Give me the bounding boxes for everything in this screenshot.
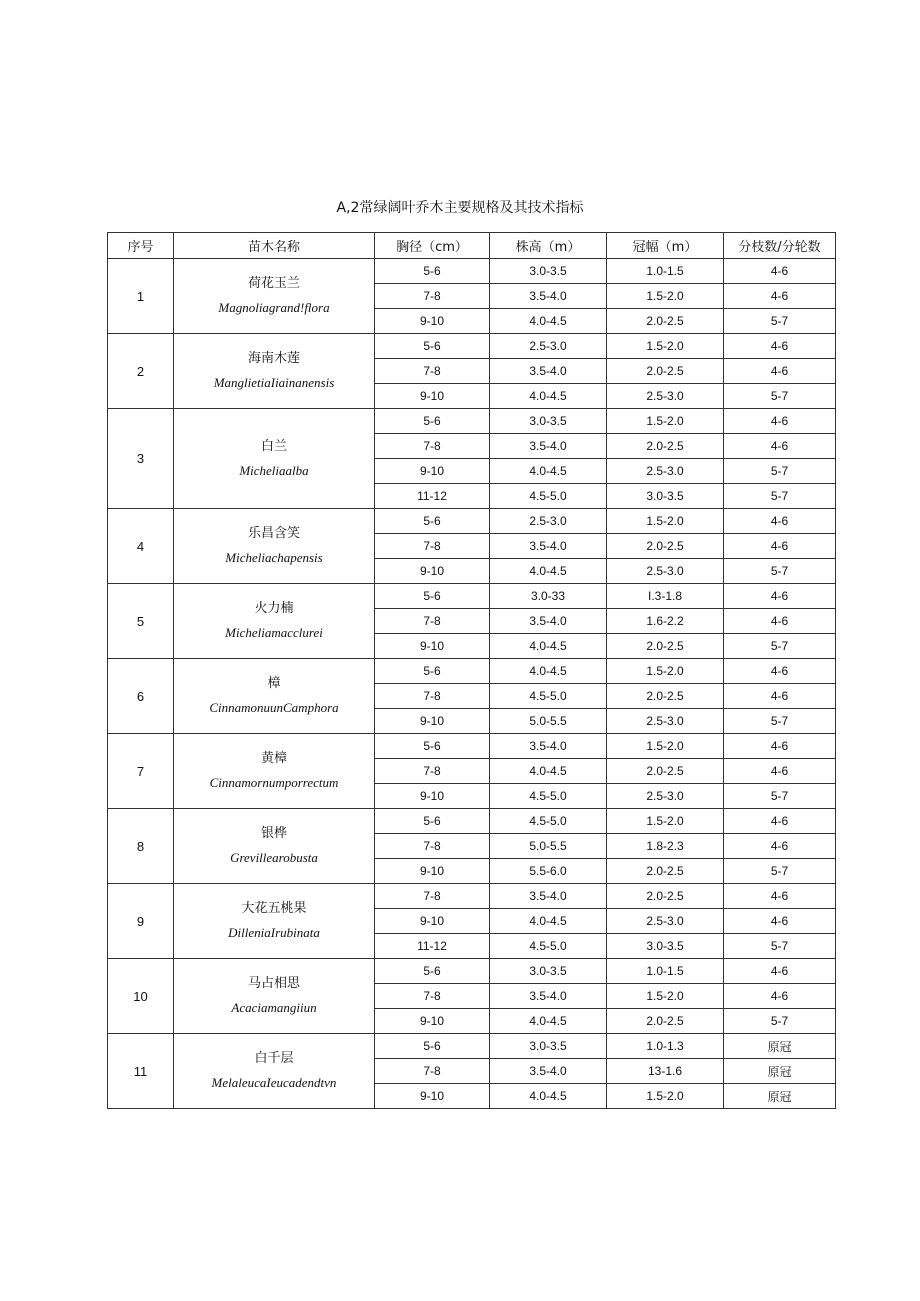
- spec-height: 3.5-4.0: [490, 884, 607, 909]
- spec-dbh: 5-6: [375, 959, 490, 984]
- plant-name-chinese: 银桦: [260, 826, 287, 842]
- plant-name-chinese: 乐昌含笑: [247, 526, 300, 542]
- spec-height: 4.0-4.5: [490, 759, 607, 784]
- spec-dbh: 7-8: [375, 434, 490, 459]
- spec-dbh: 5-6: [375, 809, 490, 834]
- spec-crown: 2.0-2.5: [607, 859, 724, 884]
- spec-branches: 4-6: [724, 284, 836, 309]
- spec-branches: 5-7: [724, 934, 836, 959]
- spec-dbh: 9-10: [375, 784, 490, 809]
- plant-name-cell: [174, 659, 375, 734]
- row-number: 9: [108, 884, 174, 959]
- spec-branches: 5-7: [724, 484, 836, 509]
- spec-crown: 1.5-2.0: [607, 509, 724, 534]
- spec-dbh: 5-6: [375, 409, 490, 434]
- spec-crown: 1.5-2.0: [607, 284, 724, 309]
- spec-height: 3.5-4.0: [490, 1059, 607, 1084]
- header-row: [108, 233, 836, 259]
- spec-branches: 4-6: [724, 809, 836, 834]
- spec-height: 2.5-3.0: [490, 509, 607, 534]
- spec-height: 4.0-4.5: [490, 384, 607, 409]
- spec-crown: 1.8-2.3: [607, 834, 724, 859]
- table-row: [108, 959, 836, 984]
- spec-branches: 4-6: [724, 359, 836, 384]
- spec-branches: 4-6: [724, 409, 836, 434]
- spec-branches: 4-6: [724, 509, 836, 534]
- spec-branches: 5-7: [724, 784, 836, 809]
- table-row: [108, 1034, 836, 1059]
- spec-crown: 2.0-2.5: [607, 359, 724, 384]
- spec-height: 4.0-4.5: [490, 1009, 607, 1034]
- spec-dbh: 5-6: [375, 259, 490, 284]
- spec-height: 4.0-4.5: [490, 659, 607, 684]
- spec-height: 5.0-5.5: [490, 834, 607, 859]
- plant-name-cell: [174, 509, 375, 584]
- spec-dbh: 9-10: [375, 1084, 490, 1109]
- spec-branches: 5-7: [724, 384, 836, 409]
- spec-crown: 2.0-2.5: [607, 634, 724, 659]
- plant-name-latin: ManglietiaIiainanensis: [213, 375, 335, 390]
- spec-branches: 5-7: [724, 709, 836, 734]
- plant-name-chinese: 海南木莲: [247, 351, 300, 367]
- spec-crown: 1.5-2.0: [607, 809, 724, 834]
- col-header-name: 苗木名称: [174, 233, 375, 259]
- plant-name-cell: [174, 334, 375, 409]
- spec-branches: 5-7: [724, 1009, 836, 1034]
- spec-branches: 5-7: [724, 634, 836, 659]
- spec-height: 3.0-3.5: [490, 959, 607, 984]
- spec-dbh: 9-10: [375, 559, 490, 584]
- plant-name-latin: Micheliachapensis: [225, 550, 323, 565]
- table-row: [108, 409, 836, 434]
- spec-branches: 4-6: [724, 434, 836, 459]
- spec-crown: 1.5-2.0: [607, 984, 724, 1009]
- plant-name-latin: CinnamonuunCamphora: [209, 700, 339, 715]
- spec-dbh: 9-10: [375, 459, 490, 484]
- spec-crown: 1.5-2.0: [607, 334, 724, 359]
- spec-crown: 2.5-3.0: [607, 784, 724, 809]
- table-title: A,2常绿阔叶乔木主要规格及其技术指标: [336, 200, 584, 216]
- spec-crown: 2.5-3.0: [607, 384, 724, 409]
- plant-name-latin: Micheliamacclurei: [225, 625, 323, 640]
- spec-dbh: 7-8: [375, 759, 490, 784]
- plant-name-chinese: 火力楠: [254, 601, 294, 617]
- row-number: 2: [108, 334, 174, 409]
- spec-branches: 4-6: [724, 584, 836, 609]
- spec-dbh: 9-10: [375, 1009, 490, 1034]
- spec-height: 3.5-4.0: [490, 534, 607, 559]
- spec-crown: 2.5-3.0: [607, 909, 724, 934]
- plant-name-latin: Cinnamornumporrectum: [209, 775, 339, 790]
- spec-height: 3.0-3.5: [490, 409, 607, 434]
- spec-crown: 1.0-1.3: [607, 1034, 724, 1059]
- spec-height: 4.5-5.0: [490, 934, 607, 959]
- spec-height: 3.5-4.0: [490, 284, 607, 309]
- col-header-dbh: 胸径（cm）: [375, 233, 490, 259]
- spec-crown: 3.0-3.5: [607, 934, 724, 959]
- spec-dbh: 7-8: [375, 534, 490, 559]
- spec-crown: 2.0-2.5: [607, 1009, 724, 1034]
- row-number: 5: [108, 584, 174, 659]
- spec-dbh: 9-10: [375, 309, 490, 334]
- spec-crown: 1.5-2.0: [607, 659, 724, 684]
- row-number: 10: [108, 959, 174, 1034]
- spec-height: 5.5-6.0: [490, 859, 607, 884]
- spec-dbh: 9-10: [375, 909, 490, 934]
- spec-branches: 4-6: [724, 984, 836, 1009]
- plant-name-latin: Grevillearobusta: [230, 850, 318, 865]
- plant-name-cell: [174, 1034, 375, 1109]
- row-number: 6: [108, 659, 174, 734]
- table-row: [108, 509, 836, 534]
- spec-crown: 2.0-2.5: [607, 684, 724, 709]
- spec-branches: 5-7: [724, 559, 836, 584]
- spec-dbh: 11-12: [375, 484, 490, 509]
- spec-branches: 4-6: [724, 734, 836, 759]
- spec-crown: 1.5-2.0: [607, 1084, 724, 1109]
- spec-height: 2.5-3.0: [490, 334, 607, 359]
- spec-branches: 原冠: [724, 1034, 836, 1059]
- plant-name-latin: Micheliaalba: [239, 462, 309, 478]
- spec-branches: 原冠: [724, 1084, 836, 1109]
- col-header-crown: 冠幅（m）: [607, 233, 724, 259]
- plant-name-latin: Magnoliagrand!flora: [218, 300, 330, 315]
- spec-height: 4.0-4.5: [490, 1084, 607, 1109]
- row-number: 11: [108, 1034, 174, 1109]
- plant-name-latin: DilleniaIrubinata: [228, 925, 320, 940]
- table-row: [108, 734, 836, 759]
- spec-height: 3.5-4.0: [490, 609, 607, 634]
- spec-dbh: 7-8: [375, 1059, 490, 1084]
- spec-branches: 4-6: [724, 909, 836, 934]
- row-number: 4: [108, 509, 174, 584]
- spec-dbh: 7-8: [375, 834, 490, 859]
- plant-name-chinese: 白兰: [260, 438, 287, 454]
- table-row: [108, 809, 836, 834]
- spec-dbh: 5-6: [375, 334, 490, 359]
- spec-height: 3.5-4.0: [490, 984, 607, 1009]
- spec-dbh: 7-8: [375, 984, 490, 1009]
- plant-name-cell: [174, 809, 375, 884]
- plant-name-chinese: 大花五桃果: [241, 901, 307, 917]
- spec-crown: 1.0-1.5: [607, 259, 724, 284]
- table-row: [108, 259, 836, 284]
- spec-crown: 2.0-2.5: [607, 434, 724, 459]
- spec-crown: I.3-1.8: [607, 584, 724, 609]
- spec-branches: 5-7: [724, 859, 836, 884]
- spec-dbh: 11-12: [375, 934, 490, 959]
- spec-height: 3.0-33: [490, 584, 607, 609]
- spec-crown: 1.5-2.0: [607, 409, 724, 434]
- spec-dbh: 9-10: [375, 634, 490, 659]
- spec-height: 4.5-5.0: [490, 809, 607, 834]
- spec-height: 3.0-3.5: [490, 259, 607, 284]
- spec-branches: 4-6: [724, 959, 836, 984]
- spec-height: 4.5-5.0: [490, 784, 607, 809]
- spec-branches: 4-6: [724, 884, 836, 909]
- spec-crown: 1.6-2.2: [607, 609, 724, 634]
- spec-crown: 1.0-1.5: [607, 959, 724, 984]
- row-number: 8: [108, 809, 174, 884]
- spec-crown: 1.5-2.0: [607, 734, 724, 759]
- spec-dbh: 7-8: [375, 359, 490, 384]
- col-header-branches: 分枝数/分轮数: [724, 233, 836, 259]
- row-number: 1: [108, 259, 174, 334]
- spec-height: 3.5-4.0: [490, 434, 607, 459]
- spec-height: 4.0-4.5: [490, 559, 607, 584]
- table-row: [108, 584, 836, 609]
- spec-height: 4.0-4.5: [490, 309, 607, 334]
- spec-dbh: 7-8: [375, 684, 490, 709]
- spec-branches: 5-7: [724, 459, 836, 484]
- plant-name-chinese: 白千层: [254, 1051, 294, 1067]
- spec-branches: 4-6: [724, 534, 836, 559]
- row-number: 7: [108, 734, 174, 809]
- spec-branches: 4-6: [724, 259, 836, 284]
- spec-height: 3.0-3.5: [490, 1034, 607, 1059]
- col-header-height: 株高（m）: [490, 233, 607, 259]
- spec-dbh: 7-8: [375, 609, 490, 634]
- spec-dbh: 5-6: [375, 509, 490, 534]
- plant-name-chinese: 荷花玉兰: [247, 276, 300, 292]
- plant-name-chinese: 黄樟: [260, 751, 287, 767]
- spec-dbh: 5-6: [375, 659, 490, 684]
- spec-branches: 5-7: [724, 309, 836, 334]
- spec-height: 5.0-5.5: [490, 709, 607, 734]
- spec-height: 4.0-4.5: [490, 634, 607, 659]
- col-header-no: 序号: [108, 233, 174, 259]
- spec-table: [107, 232, 836, 1109]
- spec-crown: 2.5-3.0: [607, 709, 724, 734]
- table-row: [108, 334, 836, 359]
- spec-dbh: 7-8: [375, 284, 490, 309]
- spec-dbh: 5-6: [375, 734, 490, 759]
- plant-name-chinese: 樟: [267, 676, 281, 692]
- spec-dbh: 9-10: [375, 859, 490, 884]
- spec-crown: 2.5-3.0: [607, 459, 724, 484]
- spec-height: 4.5-5.0: [490, 684, 607, 709]
- spec-crown: 2.0-2.5: [607, 309, 724, 334]
- spec-branches: 4-6: [724, 609, 836, 634]
- spec-height: 4.5-5.0: [490, 484, 607, 509]
- spec-crown: 2.5-3.0: [607, 559, 724, 584]
- spec-branches: 4-6: [724, 659, 836, 684]
- spec-branches: 4-6: [724, 759, 836, 784]
- spec-crown: 2.0-2.5: [607, 884, 724, 909]
- spec-dbh: 5-6: [375, 584, 490, 609]
- spec-branches: 4-6: [724, 684, 836, 709]
- spec-dbh: 7-8: [375, 884, 490, 909]
- plant-name-cell: [174, 884, 375, 959]
- spec-branches: 4-6: [724, 834, 836, 859]
- spec-crown: 3.0-3.5: [607, 484, 724, 509]
- plant-name-cell: [174, 734, 375, 809]
- spec-dbh: 9-10: [375, 384, 490, 409]
- spec-branches: 原冠: [724, 1059, 836, 1084]
- spec-height: 4.0-4.5: [490, 459, 607, 484]
- plant-name-cell: [174, 259, 375, 334]
- spec-height: 4.0-4.5: [490, 909, 607, 934]
- spec-crown: 13-1.6: [607, 1059, 724, 1084]
- spec-crown: 2.0-2.5: [607, 759, 724, 784]
- plant-name-cell: [174, 409, 375, 509]
- row-number: 3: [108, 409, 174, 509]
- spec-height: 3.5-4.0: [490, 734, 607, 759]
- spec-dbh: 5-6: [375, 1034, 490, 1059]
- spec-height: 3.5-4.0: [490, 359, 607, 384]
- plant-name-latin: MelaleucaIeucadendtvn: [211, 1075, 337, 1090]
- plant-name-cell: [174, 584, 375, 659]
- table-row: [108, 659, 836, 684]
- plant-name-chinese: 马占相思: [247, 976, 300, 992]
- spec-dbh: 9-10: [375, 709, 490, 734]
- table-row: [108, 884, 836, 909]
- plant-name-cell: [174, 959, 375, 1034]
- plant-name-latin: Acaciamangiiun: [231, 1000, 317, 1015]
- spec-crown: 2.0-2.5: [607, 534, 724, 559]
- spec-branches: 4-6: [724, 334, 836, 359]
